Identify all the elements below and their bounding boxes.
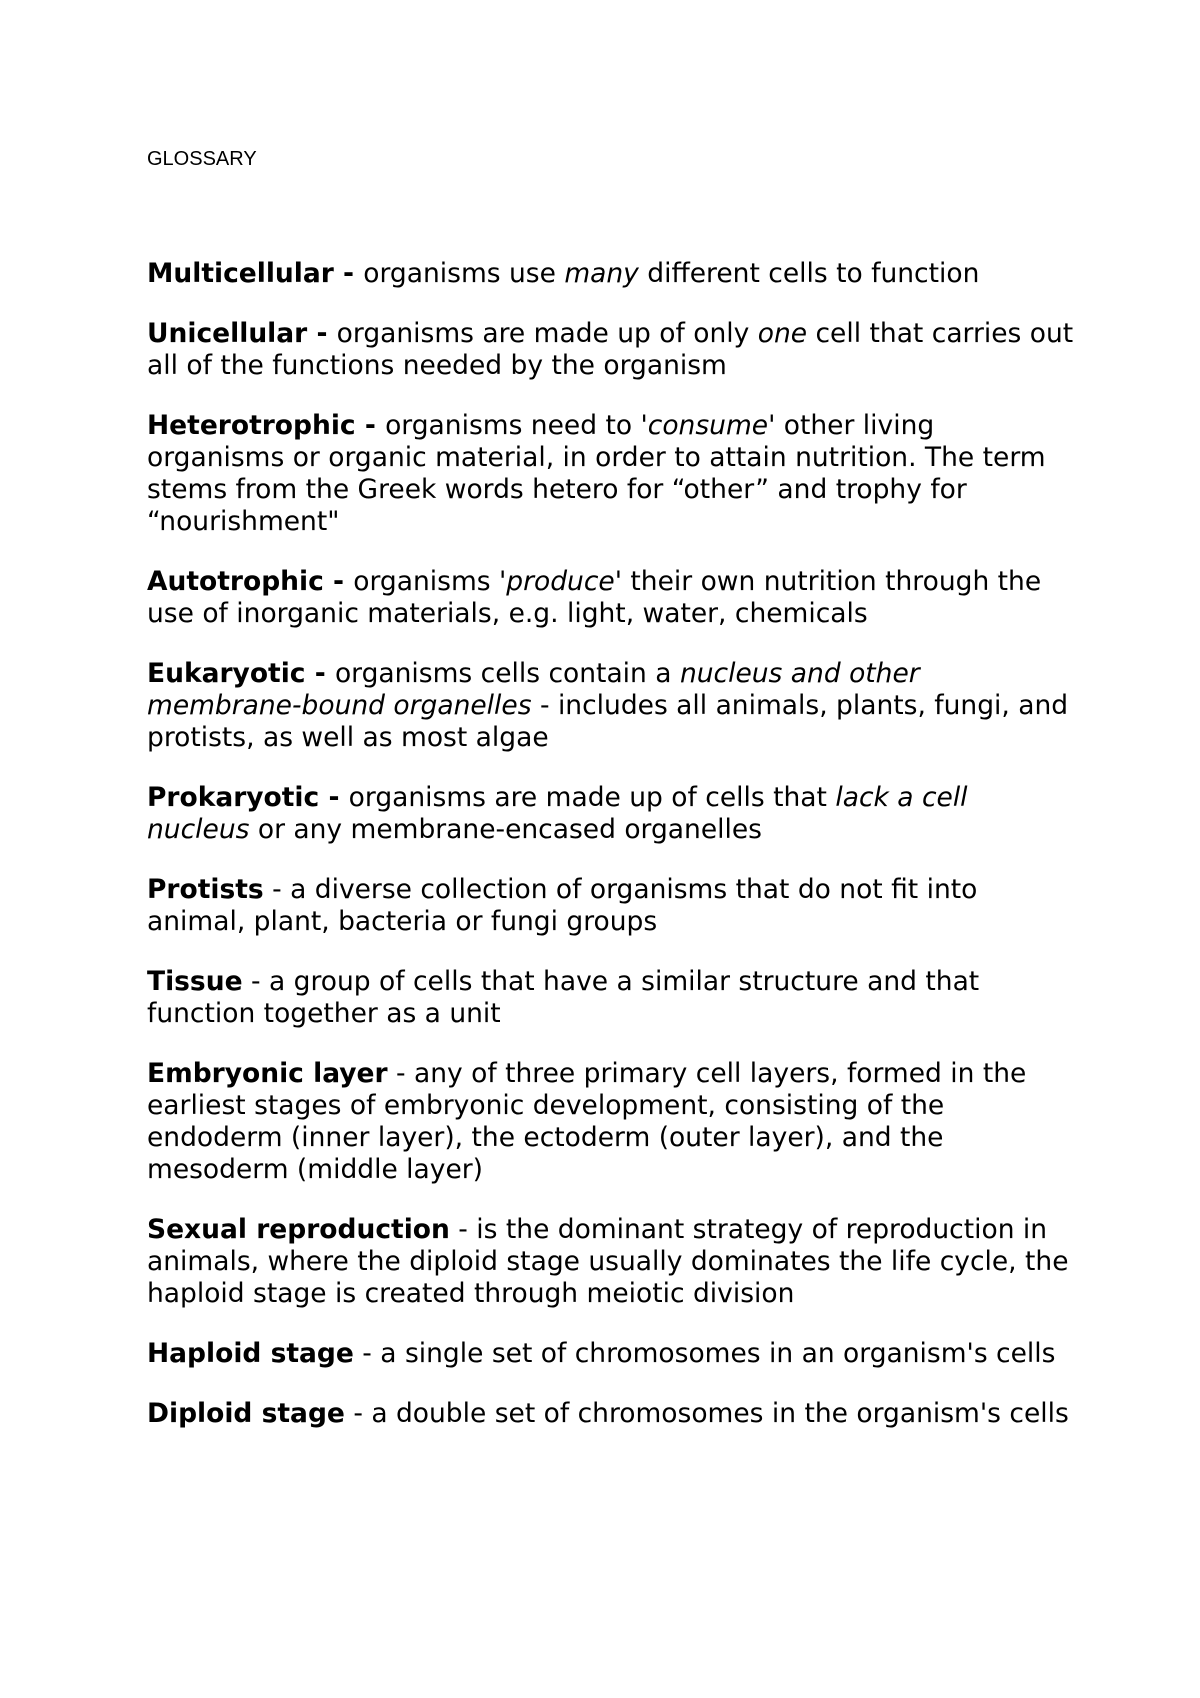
term-separator: - (344, 1398, 372, 1429)
glossary-term: Diploid stage (147, 1398, 345, 1429)
glossary-term: Multicellular (147, 258, 334, 289)
term-separator: - (307, 318, 337, 349)
definition-text: a double set of chromosomes in the organism's cells (371, 1398, 1069, 1429)
glossary-entry (147, 658, 1077, 754)
definition-text: a group of cells that have a similar structure and that function together as a unit (147, 966, 980, 1029)
definition-emphasis: lack a cell nucleus (147, 782, 968, 845)
term-separator: - (449, 1214, 477, 1245)
glossary-term: Haploid stage (147, 1338, 354, 1369)
definition-text: is the dominant strategy of reproduction in animals, where the diploid stage usually dominates the life cycle, the haploid stage is created through meiotic division (147, 1214, 1069, 1309)
definition-text: different cells to function (638, 258, 980, 289)
glossary-entry (147, 1338, 1077, 1370)
definition-text: ' their own nutrition through the use of inorganic materials, e.g. light, water, chemicals (147, 566, 1042, 629)
glossary-term: Prokaryotic (147, 782, 320, 813)
definition-text: organisms are made up of only (336, 318, 758, 349)
definition-emphasis: consume (647, 410, 769, 441)
definition-text: a diverse collection of organisms that do not fit into animal, plant, bacteria or fungi groups (147, 874, 978, 937)
glossary-term: Tissue (147, 966, 243, 997)
glossary-term: Heterotrophic (147, 410, 356, 441)
definition-emphasis: one (757, 318, 808, 349)
term-separator: - (263, 874, 291, 905)
definition-text: organisms ' (353, 566, 507, 597)
glossary-list (147, 258, 1077, 1458)
glossary-term: Unicellular (147, 318, 308, 349)
definition-emphasis: produce (506, 566, 615, 597)
term-separator: - (319, 782, 349, 813)
glossary-entry (147, 258, 1077, 290)
definition-text: organisms need to ' (385, 410, 648, 441)
glossary-term: Embryonic layer (147, 1058, 388, 1089)
glossary-entry (147, 782, 1077, 846)
definition-text: any of three primary cell layers, formed in the earliest stages of embryonic development, consisting of the endoderm (inner layer), the ectoderm (outer layer), and the mesoderm (middle layer) (147, 1058, 1027, 1185)
definition-emphasis: nucleus and other membrane-bound organelles (147, 658, 920, 721)
glossary-entry (147, 966, 1077, 1030)
term-separator: - (353, 1338, 381, 1369)
term-separator: - (323, 566, 354, 597)
glossary-entry (147, 566, 1077, 630)
definition-text: organisms are made up of cells that (348, 782, 836, 813)
glossary-entry (147, 874, 1077, 938)
definition-text: organisms cells contain a (334, 658, 680, 689)
definition-text: ' other living organisms or organic material, in order to attain nutrition. The term stems from the Greek words hetero for “other” and trophy for “nourishment" (147, 410, 1046, 537)
definition-text: or any membrane-encased organelles (249, 814, 762, 845)
glossary-term: Protists (147, 874, 264, 905)
page-title: GLOSSARY (147, 148, 257, 170)
definition-text: - includes all animals, plants, fungi, and protists, as well as most algae (147, 690, 1069, 753)
term-separator: - (355, 410, 386, 441)
term-separator: - (242, 966, 269, 997)
glossary-entry (147, 1398, 1077, 1430)
definition-text: a single set of chromosomes in an organism's cells (380, 1338, 1056, 1369)
definition-emphasis: many (564, 258, 639, 289)
definition-text: cell that carries out all of the functions needed by the organism (147, 318, 1074, 381)
glossary-entry (147, 1058, 1077, 1186)
glossary-entry (147, 1214, 1077, 1310)
term-separator: - (333, 258, 364, 289)
glossary-entry (147, 410, 1077, 538)
glossary-term: Autotrophic (147, 566, 324, 597)
term-separator: - (387, 1058, 415, 1089)
glossary-term: Eukaryotic (147, 658, 306, 689)
definition-text: organisms use (363, 258, 565, 289)
term-separator: - (305, 658, 335, 689)
glossary-entry (147, 318, 1077, 382)
glossary-term: Sexual reproduction (147, 1214, 450, 1245)
